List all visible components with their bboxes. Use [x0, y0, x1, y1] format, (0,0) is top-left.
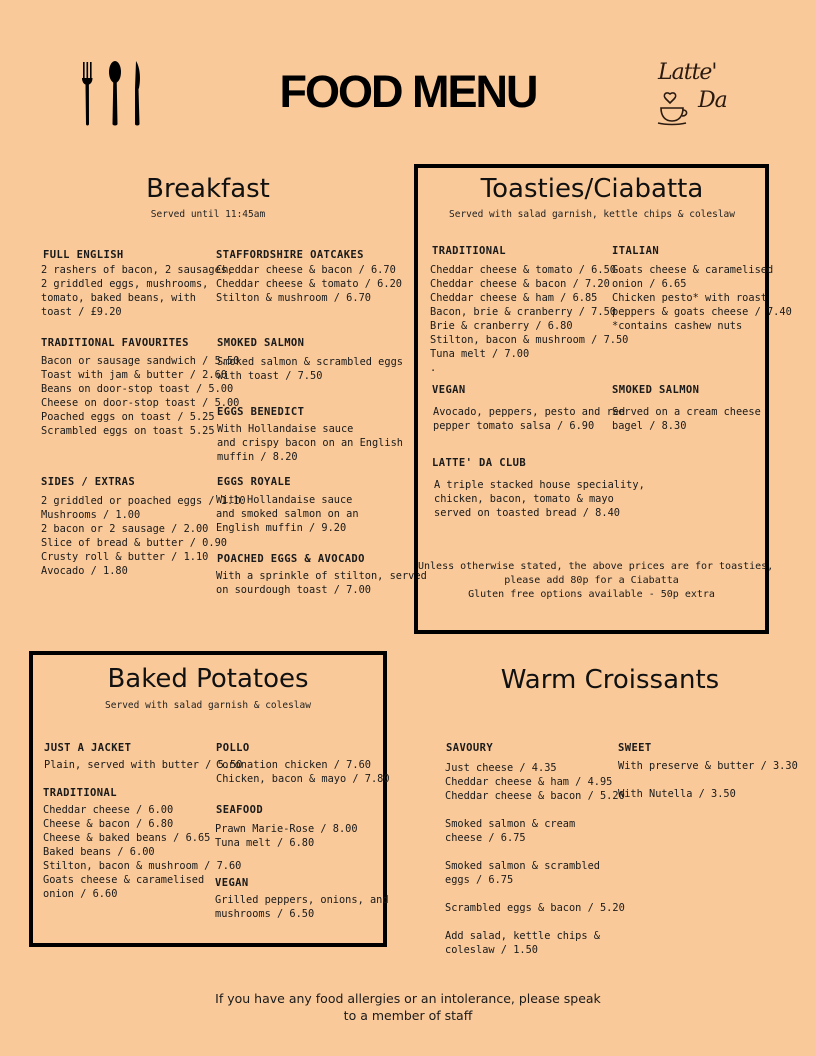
jacket-heading: JUST A JACKET — [44, 742, 132, 754]
allergy-footer: If you have any food allergies or an intolerance, please speak to a member of staff — [215, 991, 601, 1023]
toasties-subtitle: Served with salad garnish, kettle chips & coleslaw — [449, 209, 735, 220]
eggs-royale-items: With Hollandaise sauce and smoked salmon on an English muffin / 9.20 — [216, 494, 359, 534]
toasties-vegan-heading: VEGAN — [432, 384, 466, 396]
breakfast-title: Breakfast — [146, 174, 270, 204]
smoked-salmon-heading: SMOKED SALMON — [217, 337, 305, 349]
savoury-heading: SAVOURY — [446, 742, 494, 754]
poached-avocado-heading: POACHED EGGS & AVOCADO — [217, 553, 365, 565]
toasties-vegan-items: Avocado, peppers, pesto and red pepper tomato salsa / 6.90 — [433, 406, 626, 432]
eggs-royale-heading: EGGS ROYALE — [217, 476, 291, 488]
oatcakes-items: Cheddar cheese & bacon / 6.70 Cheddar cheese & tomato / 6.20 Stilton & mushroom / 6.70 — [216, 264, 402, 304]
coffee-cup-icon — [656, 88, 696, 128]
seafood-heading: SEAFOOD — [216, 804, 264, 816]
smoked-salmon-items: Smoked salmon & scrambled eggs with toast / 7.50 — [217, 356, 403, 382]
potatoes-traditional-items: Cheddar cheese / 6.00 Cheese & bacon / 6.80 Cheese & baked beans / 6.65 Baked beans / 6.00 Stilton, bacon & mushroom / 7.60 Goats cheese & caramelised onion / 6.60 — [43, 804, 242, 900]
italian-items: Goats cheese & caramelised onion / 6.65 Chicken pesto* with roast peppers & goats cheese / 7.40 *contains cashew nuts — [612, 264, 792, 332]
breakfast-subtitle: Served until 11:45am — [150, 209, 266, 220]
full-english-heading: FULL ENGLISH — [43, 249, 124, 261]
page-title: FOOD MENU — [279, 66, 537, 117]
seafood-items: Prawn Marie-Rose / 8.00 Tuna melt / 6.80 — [215, 823, 358, 849]
traditional-favourites-items: Bacon or sausage sandwich / 5.50 Toast with jam & butter / 2.60 Beans on door-stop toast / 5.00 Cheese on door-stop toast / 5.00 Poached eggs on toast / 5.25 Scrambled eggs on toast 5.25 — [41, 355, 240, 437]
toasties-note: Unless otherwise stated, the above prices are for toasties, please add 80p for a Ciabatta Gluten free options available - 50p extra — [418, 561, 774, 600]
potatoes-traditional-heading: TRADITIONAL — [43, 787, 117, 799]
sweet-heading: SWEET — [618, 742, 652, 754]
toasties-smoked-salmon-heading: SMOKED SALMON — [612, 384, 700, 396]
club-heading: LATTE' DA CLUB — [432, 457, 527, 469]
oatcakes-heading: STAFFORDSHIRE OATCAKES — [216, 249, 364, 261]
potatoes-vegan-items: Grilled peppers, onions, and mushrooms / 6.50 — [215, 894, 389, 920]
logo-line2: Da — [698, 88, 727, 113]
potatoes-title: Baked Potatoes — [107, 664, 309, 694]
croissants-title: Warm Croissants — [500, 665, 720, 695]
pollo-heading: POLLO — [216, 742, 250, 754]
poached-avocado-items: With a sprinkle of stilton, served on sourdough toast / 7.00 — [216, 570, 427, 596]
savoury-items: Just cheese / 4.35 Cheddar cheese & ham / 4.95 Cheddar cheese & bacon / 5.20 Smoked salmon & cream cheese / 6.75 Smoked salmon & scrambled eggs / 6.75 Scrambled eggs & bacon / 5.20 Add salad, kettle chips & coleslaw / 1.50 — [445, 762, 625, 956]
club-items: A triple stacked house speciality, chicken, bacon, tomato & mayo served on toasted bread / 8.40 — [434, 479, 645, 519]
potatoes-vegan-heading: VEGAN — [215, 877, 249, 889]
sides-heading: SIDES / EXTRAS — [41, 476, 136, 488]
pollo-items: Coronation chicken / 7.60 Chicken, bacon & mayo / 7.80 — [216, 759, 390, 785]
toasties-title: Toasties/Ciabatta — [480, 174, 704, 204]
latte-da-logo — [650, 58, 750, 132]
eggs-benedict-items: With Hollandaise sauce and crispy bacon on an English muffin / 8.20 — [217, 423, 403, 463]
logo-line1: Latte' — [658, 60, 717, 85]
sides-items: 2 griddled or poached eggs / 1.10 Mushrooms / 1.00 2 bacon or 2 sausage / 2.00 Slice of bread & butter / 0.90 Crusty roll & butter / 1.10 Avocado / 1.80 — [41, 495, 246, 577]
eggs-benedict-heading: EGGS BENEDICT — [217, 406, 305, 418]
toasties-smoked-salmon-items: Served on a cream cheese bagel / 8.30 — [612, 406, 761, 432]
toasties-traditional-heading: TRADITIONAL — [432, 245, 506, 257]
potatoes-subtitle: Served with salad garnish & coleslaw — [105, 700, 311, 711]
italian-heading: ITALIAN — [612, 245, 660, 257]
traditional-favourites-heading: TRADITIONAL FAVOURITES — [41, 337, 189, 349]
full-english-items: 2 rashers of bacon, 2 sausages, 2 griddled eggs, mushrooms, tomato, baked beans, with toast / £9.20 — [41, 264, 234, 318]
sweet-items: With preserve & butter / 3.30 With Nutella / 3.50 — [618, 760, 798, 800]
toasties-traditional-items: Cheddar cheese & tomato / 6.50 Cheddar cheese & bacon / 7.20 Cheddar cheese & ham / 6.85 Bacon, brie & cranberry / 7.50 Brie & cranberry / 6.80 Stilton, bacon & mushroom / 7.50 Tuna melt / 7.00 . — [430, 264, 629, 374]
jacket-items: Plain, served with butter / 5.50 — [44, 759, 243, 771]
